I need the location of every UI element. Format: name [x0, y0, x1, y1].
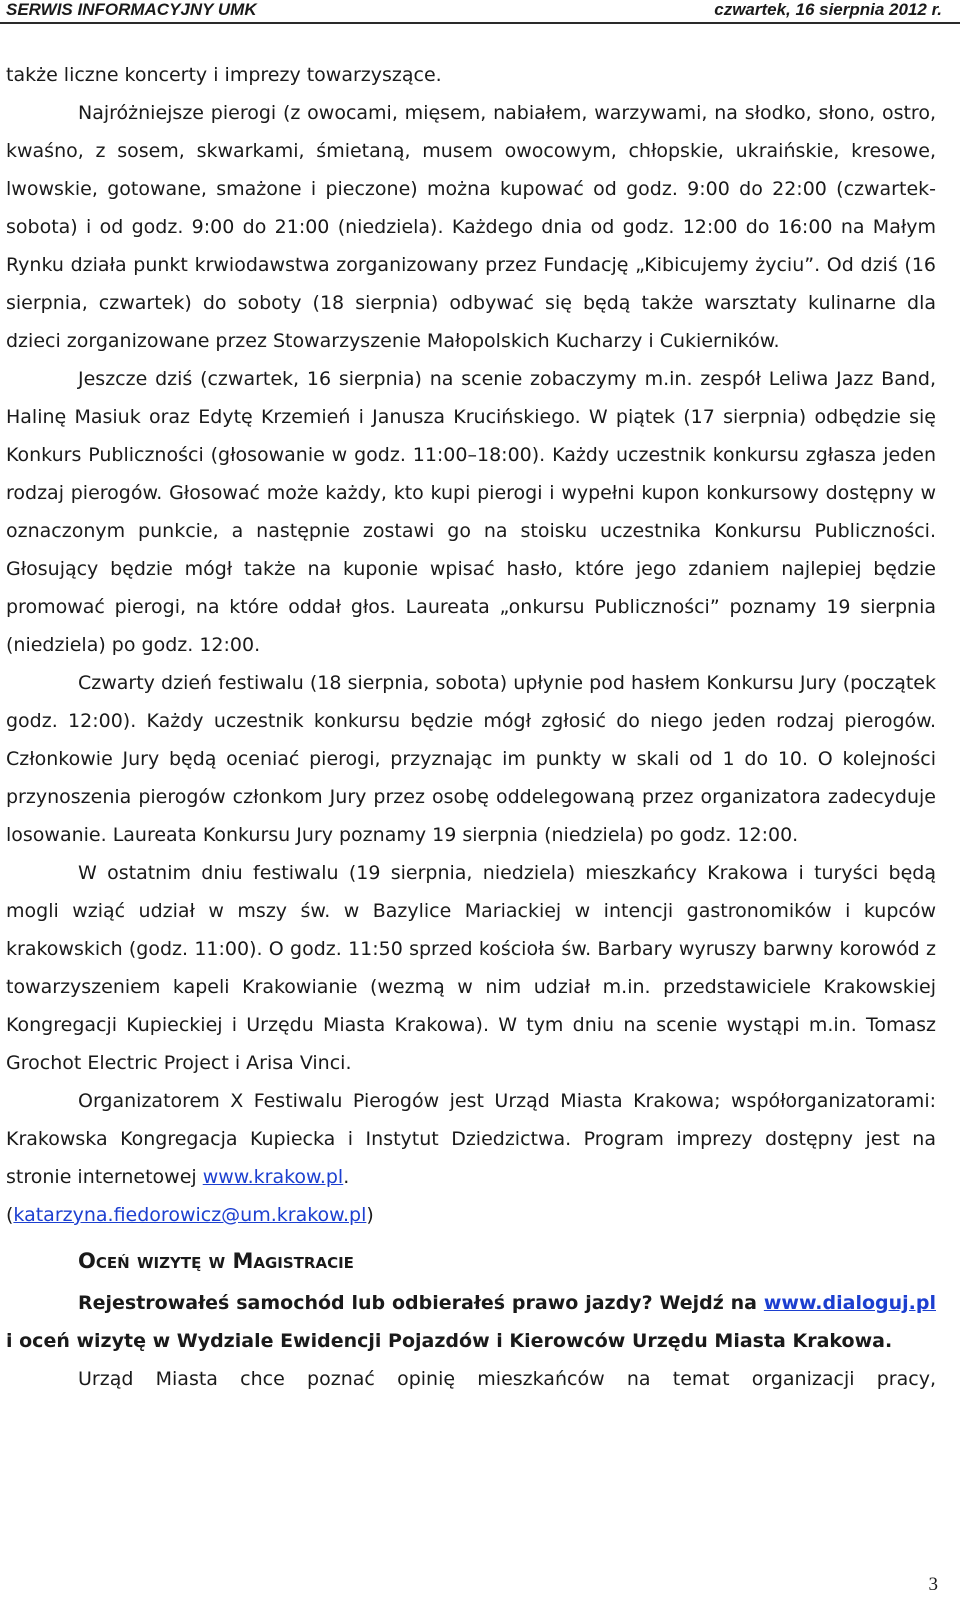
paragraph-organizer — [6, 1082, 936, 1196]
organizer-text: Organizatorem X Festiwalu Pierogów jest Urząd Miasta Krakowa; współorganizatorami: Krakowska Kongregacja Kupiecka i Instytut Dziedzictwa. Program imprezy dostępny jest na stronie internetowej — [6, 1090, 936, 1188]
contact-email-link[interactable]: katarzyna.fiedorowicz@um.krakow.pl — [13, 1204, 367, 1226]
survey-text-a: Rejestrowałeś samochód lub odbierałeś prawo jazdy? Wejdź na — [78, 1292, 764, 1314]
contact-close: ) — [366, 1204, 374, 1226]
paragraph-program: Jeszcze dziś (czwartek, 16 sierpnia) na scenie zobaczymy m.in. zespół Leliwa Jazz Band, Halinę Masiuk oraz Edytę Krzemień i Janusza Krucińskiego. W piątek (17 sierpnia) odbędzie się Konkurs Publiczności (głosowanie w godz. 11:00–18:00). Każdy uczestnik konkursu zgłasza jeden rodzaj pierogów. Głosować może każdy, kto kupi pierogi i wypełni kupon konkursowy dostępny w oznaczonym punkcie, a następnie zostawi go na stoisku uczestnika Konkursu Publiczności. Głosujący będzie mógł także na kuponie wpisać hasło, które jego zdaniem najlepiej będzie promować pierogi, na które oddał głos. Laureata „onkursu Publiczności” poznamy 19 sierpnia (niedziela) po godz. 12:00. — [6, 368, 936, 656]
paragraph-contact — [6, 1196, 936, 1234]
header-title: SERWIS INFORMACYJNY UMK — [6, 0, 257, 19]
paragraph-pierogi: Najróżniejsze pierogi (z owocami, mięsem, nabiałem, warzywami, na słodko, słono, ostro, kwaśno, z sosem, skwarkami, śmietaną, musem owocowym, chłopskie, ukraińskie, kresowe, lwowskie, gotowane, smażone i pieczone) można kupować od godz. 9:00 do 22:00 (czwartek-sobota) i od godz. 9:00 do 21:00 (niedziela). Każdego dnia od godz. 12:00 do 16:00 na Małym Rynku działa punkt krwiodawstwa zorganizowany przez Fundację „Kibicujemy życiu”. Od dziś (16 sierpnia, czwartek) do soboty (18 sierpnia) odbywać się będą także warsztaty kulinarne dla dzieci zorganizowane przez Stowarzyszenie Małopolskich Kucharzy i Cukierników. — [6, 102, 936, 352]
paragraph-last-day: W ostatnim dniu festiwalu (19 sierpnia, niedziela) mieszkańcy Krakowa i turyści będą mogli wziąć udział w mszy św. w Bazylice Mariackiej w intencji gastronomików i kupców krakowskich (godz. 11:00). O godz. 11:50 sprzed kościoła św. Barbary wyruszy barwny korowód z towarzyszeniem kapeli Krakowianie (wezmą w nim udział m.in. przedstawiciele Krakowskiej Kongregacji Kupieckiej i Urzędu Miasta Krakowa). W tym dniu na scenie wystąpi m.in. Tomasz Grochot Electric Project i Arisa Vinci. — [6, 862, 936, 1074]
dialoguj-link[interactable]: www.dialoguj.pl — [763, 1292, 936, 1314]
paragraph-urzad: Urząd Miasta chce poznać opinię mieszkańców na temat organizacji pracy, — [78, 1368, 936, 1390]
survey-text-b: i oceń wizytę w Wydziale Ewidencji Pojazdów i Kierowców Urzędu Miasta Krakowa. — [6, 1330, 893, 1352]
article-body — [6, 56, 936, 1398]
contact-open: ( — [6, 1204, 14, 1226]
paragraph-continued: także liczne koncerty i imprezy towarzyszące. — [6, 64, 442, 86]
header-date: czwartek, 16 sierpnia 2012 r. — [714, 0, 942, 19]
paragraph-jury: Czwarty dzień festiwalu (18 sierpnia, sobota) upłynie pod hasłem Konkursu Jury (początek godz. 12:00). Każdy uczestnik konkursu będzie mógł zgłosić do niego jeden rodzaj pierogów. Członkowie Jury będą oceniać pierogi, przyznając im punkty w skali od 1 do 10. O kolejności przynoszenia pierogów członkom Jury przez osobę oddelegowaną przez organizatora zadecyduje losowanie. Laureata Konkursu Jury poznamy 19 sierpnia (niedziela) po godz. 12:00. — [6, 672, 936, 846]
section-heading: Oceń wizytę w Magistracie — [78, 1249, 354, 1273]
organizer-end: . — [343, 1166, 350, 1188]
paragraph-survey — [6, 1284, 936, 1360]
page-header — [0, 0, 960, 24]
page-number: 3 — [928, 1574, 938, 1595]
krakow-link[interactable]: www.krakow.pl — [202, 1166, 344, 1188]
